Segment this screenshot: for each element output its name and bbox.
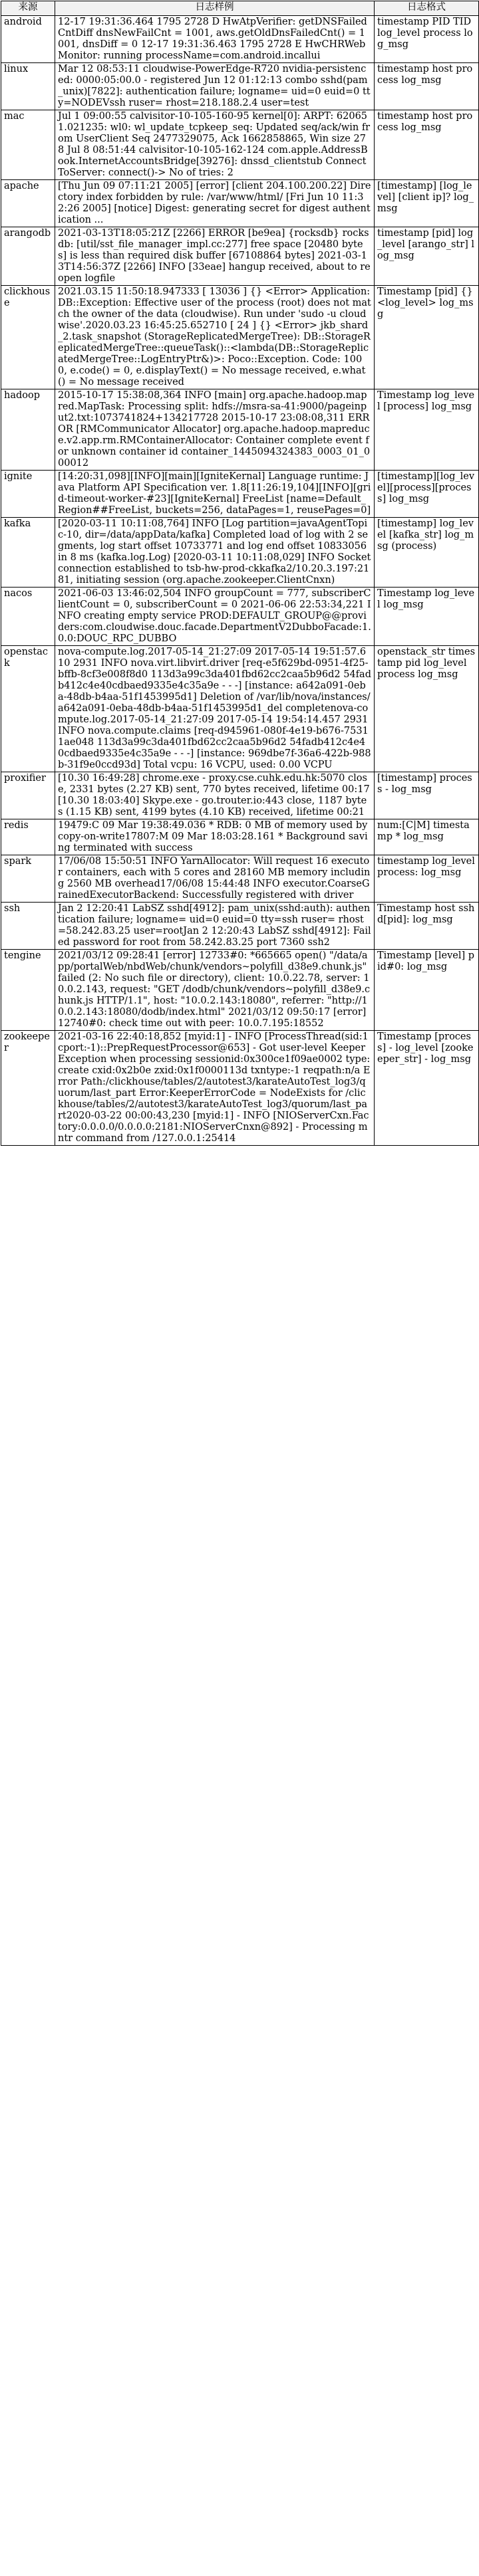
log-format-table [1,1,479,1146]
format-cell: [timestamp] log_level [kafka_str] log_msg (process) [375,518,479,588]
format-cell: [timestamp] process - log_msg [375,772,479,819]
source-cell: apache [1,180,55,227]
sample-cell: 19479:C 09 Mar 19:38:49.036 * RDB: 0 MB of memory used by copy-on-write17807:M 09 Mar 18:03:28.161 * Background saving terminated with success [55,819,375,855]
header-format: 日志格式 [375,1,479,16]
source-cell: linux [1,63,55,110]
sample-cell: [Thu Jun 09 07:11:21 2005] [error] [client 204.100.200.22] Directory index forbidden by rule: /var/www/html/ [Fri Jun 10 11:32:26 2005] [notice] Digest: generating secret for digest authentication ... [55,180,375,227]
format-cell: openstack_str timestamp pid log_level process log_msg [375,646,479,772]
source-cell: mac [1,110,55,180]
table-row [1,471,479,518]
format-cell: timestamp host process log_msg [375,110,479,180]
sample-cell: 12-17 19:31:36.464 1795 2728 D HwAtpVerifier: getDNSFailedCntDiff dnsNewFailCnt = 1001, aws.getOldDnsFailedCnt() = 1001, dnsDiff = 0 12-17 19:31:36.463 1795 2728 E HwCHRWebMonitor: running processName=com.android.incallui [55,16,375,63]
table-row [1,16,479,63]
source-cell: nacos [1,588,55,646]
table-body [1,16,479,1146]
format-cell: Timestamp log_level log_msg [375,588,479,646]
table-row [1,819,479,855]
sample-cell: 2015-10-17 15:38:08,364 INFO [main] org.apache.hadoop.mapred.MapTask: Processing split: hdfs://msra-sa-41:9000/pageinput2.txt:1073741824+134217728 2015-10-17 23:08:08,311 ERROR [RMCommunicator Allocator] org.apache.hadoop.mapreduce.v2.app.rm.RMContainerAllocator: Container complete event for unknown container id container_1445094324383_0003_01_000012 [55,389,375,471]
source-cell: android [1,16,55,63]
sample-cell: Jan 2 12:20:41 LabSZ sshd[4912]: pam_unix(sshd:auth): authentication failure; logname= uid=0 euid=0 tty=ssh ruser= rhost=58.242.83.25 user=rootJan 2 12:20:43 LabSZ sshd[4912]: Failed password for root from 58.242.83.25 port 7360 ssh2 [55,903,375,950]
format-cell: Timestamp host sshd[pid]: log_msg [375,903,479,950]
format-cell: Timestamp log_level [process] log_msg [375,389,479,471]
sample-cell: Jul 1 09:00:55 calvisitor-10-105-160-95 kernel[0]: ARPT: 620651.021235: wl0: wl_update_tcpkeep_seq: Updated seq/ack/win from UserClient Seq 2477329075, Ack 1662858865, Win size 278 Jul 8 08:51:44 calvisitor-10-105-162-124 com.apple.AddressBook.InternetAccountsBridge[39276]: dnssd_clientstub ConnectToServer: connect()-> No of tries: 2 [55,110,375,180]
table-row [1,63,479,110]
source-cell: kafka [1,518,55,588]
sample-cell: 2021-03-13T18:05:21Z [2266] ERROR [be9ea] {rocksdb} rocksdb: [util/sst_file_manager_impl.cc:277] free space [20480 bytes] is less than required disk buffer [67108864 bytes] 2021-03-13T14:56:37Z [2266] INFO [33eae] hangup received, about to reopen logfile [55,227,375,286]
table-row [1,772,479,819]
source-cell: spark [1,855,55,903]
header-sample: 日志样例 [55,1,375,16]
table-row [1,286,479,389]
format-cell: Timestamp [process] - log_level [zookeeper_str] - log_msg [375,1031,479,1146]
source-cell: ignite [1,471,55,518]
sample-cell: Mar 12 08:53:11 cloudwise-PowerEdge-R720 nvidia-persistenced: 0000:05:00.0 - registered Jun 12 01:12:13 combo sshd(pam_unix)[7822]: authentication failure; logname= uid=0 euid=0 tty=NODEVssh ruser= rhost=218.188.2.4 user=test [55,63,375,110]
source-cell: tengine [1,950,55,1031]
format-cell: [timestamp] [log_level] [client ip]? log_msg [375,180,479,227]
table-row [1,180,479,227]
sample-cell: [10.30 16:49:28] chrome.exe - proxy.cse.cuhk.edu.hk:5070 close, 2331 bytes (2.27 KB) sent, 770 bytes received, lifetime 00:17[10.30 18:03:40] Skype.exe - go.trouter.io:443 close, 1187 bytes (1.15 KB) sent, 4199 bytes (4.10 KB) received, lifetime 00:21 [55,772,375,819]
format-cell: timestamp host process log_msg [375,63,479,110]
sample-cell: 17/06/08 15:50:51 INFO YarnAllocator: Will request 16 executor containers, each with 5 cores and 28160 MB memory including 2560 MB overhead17/06/08 15:44:48 INFO executor.CoarseGrainedExecutorBackend: Successfully registered with driver [55,855,375,903]
format-cell: Timestamp [pid] {} <log_level> log_msg [375,286,479,389]
table-row [1,518,479,588]
source-cell: arangodb [1,227,55,286]
source-cell: ssh [1,903,55,950]
table-header [1,1,479,16]
format-cell: num:[C|M] timestamp * log_msg [375,819,479,855]
header-source: 来源 [1,1,55,16]
source-cell: clickhouse [1,286,55,389]
sample-cell: [14:20:31,098][INFO][main][IgniteKernal] Language runtime: Java Platform API Specification ver. 1.8[11:26:19,104][INFO][grid-timeout-worker-#23][IgniteKernal] FreeList [name=Default_Region##FreeList, buckets=256, dataPages=1, reusePages=0] [55,471,375,518]
sample-cell: 2021/03/12 09:28:41 [error] 12733#0: *665665 open() "/data/app/portalWeb/nbdWeb/chunk/vendors~polyfill_d38e9.chunk.js" failed (2: No such file or directory), client: 10.0.22.78, server: 10.0.2.143, request: "GET /dodb/chunk/vendors~polyfill_d38e9.chunk.js HTTP/1.1", host: "10.0.2.143:18080", referrer: "http://10.0.2.143:18080/dodb/index.html" 2021/03/12 09:50:17 [error] 12740#0: check time out with peer: 10.0.7.195:18552 [55,950,375,1031]
table-row [1,110,479,180]
sample-cell: 2021-03-16 22:40:18,852 [myid:1] - INFO [ProcessThread(sid:1 cport:-1)::PrepRequestProcessor@653] - Got user-level KeeperException when processing sessionid:0x300ce1f09ae0002 type:create cxid:0x2b0e zxid:0x1f0000113d txntype:-1 reqpath:n/a Error Path:/clickhouse/tables/2/autotest3/karateAutoTest_log3/quorum/last_part Error:KeeperErrorCode = NodeExists for /clickhouse/tables/2/autotest3/karateAutoTest_log3/quorum/last_part2020-03-22 00:00:43,230 [myid:1] - INFO [NIOServerCxn.Factory:0.0.0.0/0.0.0.0:2181:NIOServerCnxn@892] - Processing mntr command from /127.0.0.1:25414 [55,1031,375,1146]
sample-cell: 2021-06-03 13:46:02,504 INFO groupCount = 777, subscriberClientCount = 0, subscriberCount = 0 2021-06-06 22:53:34,221 INFO creating empty service PROD:DEFAULT_GROUP@@providers:com.cloudwise.douc.facade.DepartmentV2DubboFacade:1.0.0:DOUC_RPC_DUBBO [55,588,375,646]
format-cell: [timestamp][log_level][process][process] log_msg [375,471,479,518]
format-cell: Timestamp [level] pid#0: log_msg [375,950,479,1031]
table-row [1,903,479,950]
sample-cell: 2021.03.15 11:50:18.947333 [ 13036 ] {} <Error> Application: DB::Exception: Effective user of the process (root) does not match the owner of the data (cloudwise). Run under 'sudo -u cloudwise'.2020.03.23 16:45:25.652710 [ 24 ] {} <Error> jkb_shard_2.task_snapshot (StorageReplicatedMergeTree): DB::StorageReplicatedMergeTree::queueTask()::<lambda(DB::StorageReplicatedMergeTree::LogEntryPtr&)>: Poco::Exception. Code: 1000, e.code() = 0, e.displayText() = No message received, e.what() = No message received [55,286,375,389]
table-row [1,646,479,772]
format-cell: timestamp [pid] log_level [arango_str] log_msg [375,227,479,286]
table-row [1,950,479,1031]
sample-cell: [2020-03-11 10:11:08,764] INFO [Log partition=javaAgentTopic-10, dir=/data/appData/kafka] Completed load of log with 2 segments, log start offset 10733771 and log end offset 10833056 in 8 ms (kafka.log.Log) [2020-03-11 10:11:08,029] INFO Socket connection established to tsb-hw-prod-ckkafka2/10.20.3.197:2181, initiating session (org.apache.zookeeper.ClientCnxn) [55,518,375,588]
header-row [1,1,479,16]
table-row [1,227,479,286]
format-cell: timestamp log_level process: log_msg [375,855,479,903]
table-row [1,588,479,646]
source-cell: hadoop [1,389,55,471]
format-cell: timestamp PID TID log_level process log_msg [375,16,479,63]
table-row [1,855,479,903]
source-cell: redis [1,819,55,855]
source-cell: zookeeper [1,1031,55,1146]
table-row [1,1031,479,1146]
table-row [1,389,479,471]
source-cell: openstack [1,646,55,772]
source-cell: proxifier [1,772,55,819]
sample-cell: nova-compute.log.2017-05-14_21:27:09 2017-05-14 19:51:57.610 2931 INFO nova.virt.libvirt.driver [req-e5f629bd-0951-4f25-bffb-8cf3e008f8d0 113d3a99c3da401fbd62cc2caa5b96d2 54fadb412c4e40cdbaed9335e4c35a9e - - -] [instance: a642a091-0eba-48db-b4aa-51f1453995d1] Deletion of /var/lib/nova/instances/a642a091-0eba-48db-b4aa-51f1453995d1_del completenova-compute.log.2017-05-14_21:27:09 2017-05-14 19:54:14.457 2931 INFO nova.compute.claims [req-d945961-080f-4e19-b676-75311ae048 113d3a99c3da401fbd62cc2caa5b96d2 54fadb412c4e40cdbaed9335e4c35a9e - - -] [instance: 969dbe7f-36a6-422b-988b-31f9e0ccd93d] Total vcpu: 16 VCPU, used: 0.00 VCPU [55,646,375,772]
